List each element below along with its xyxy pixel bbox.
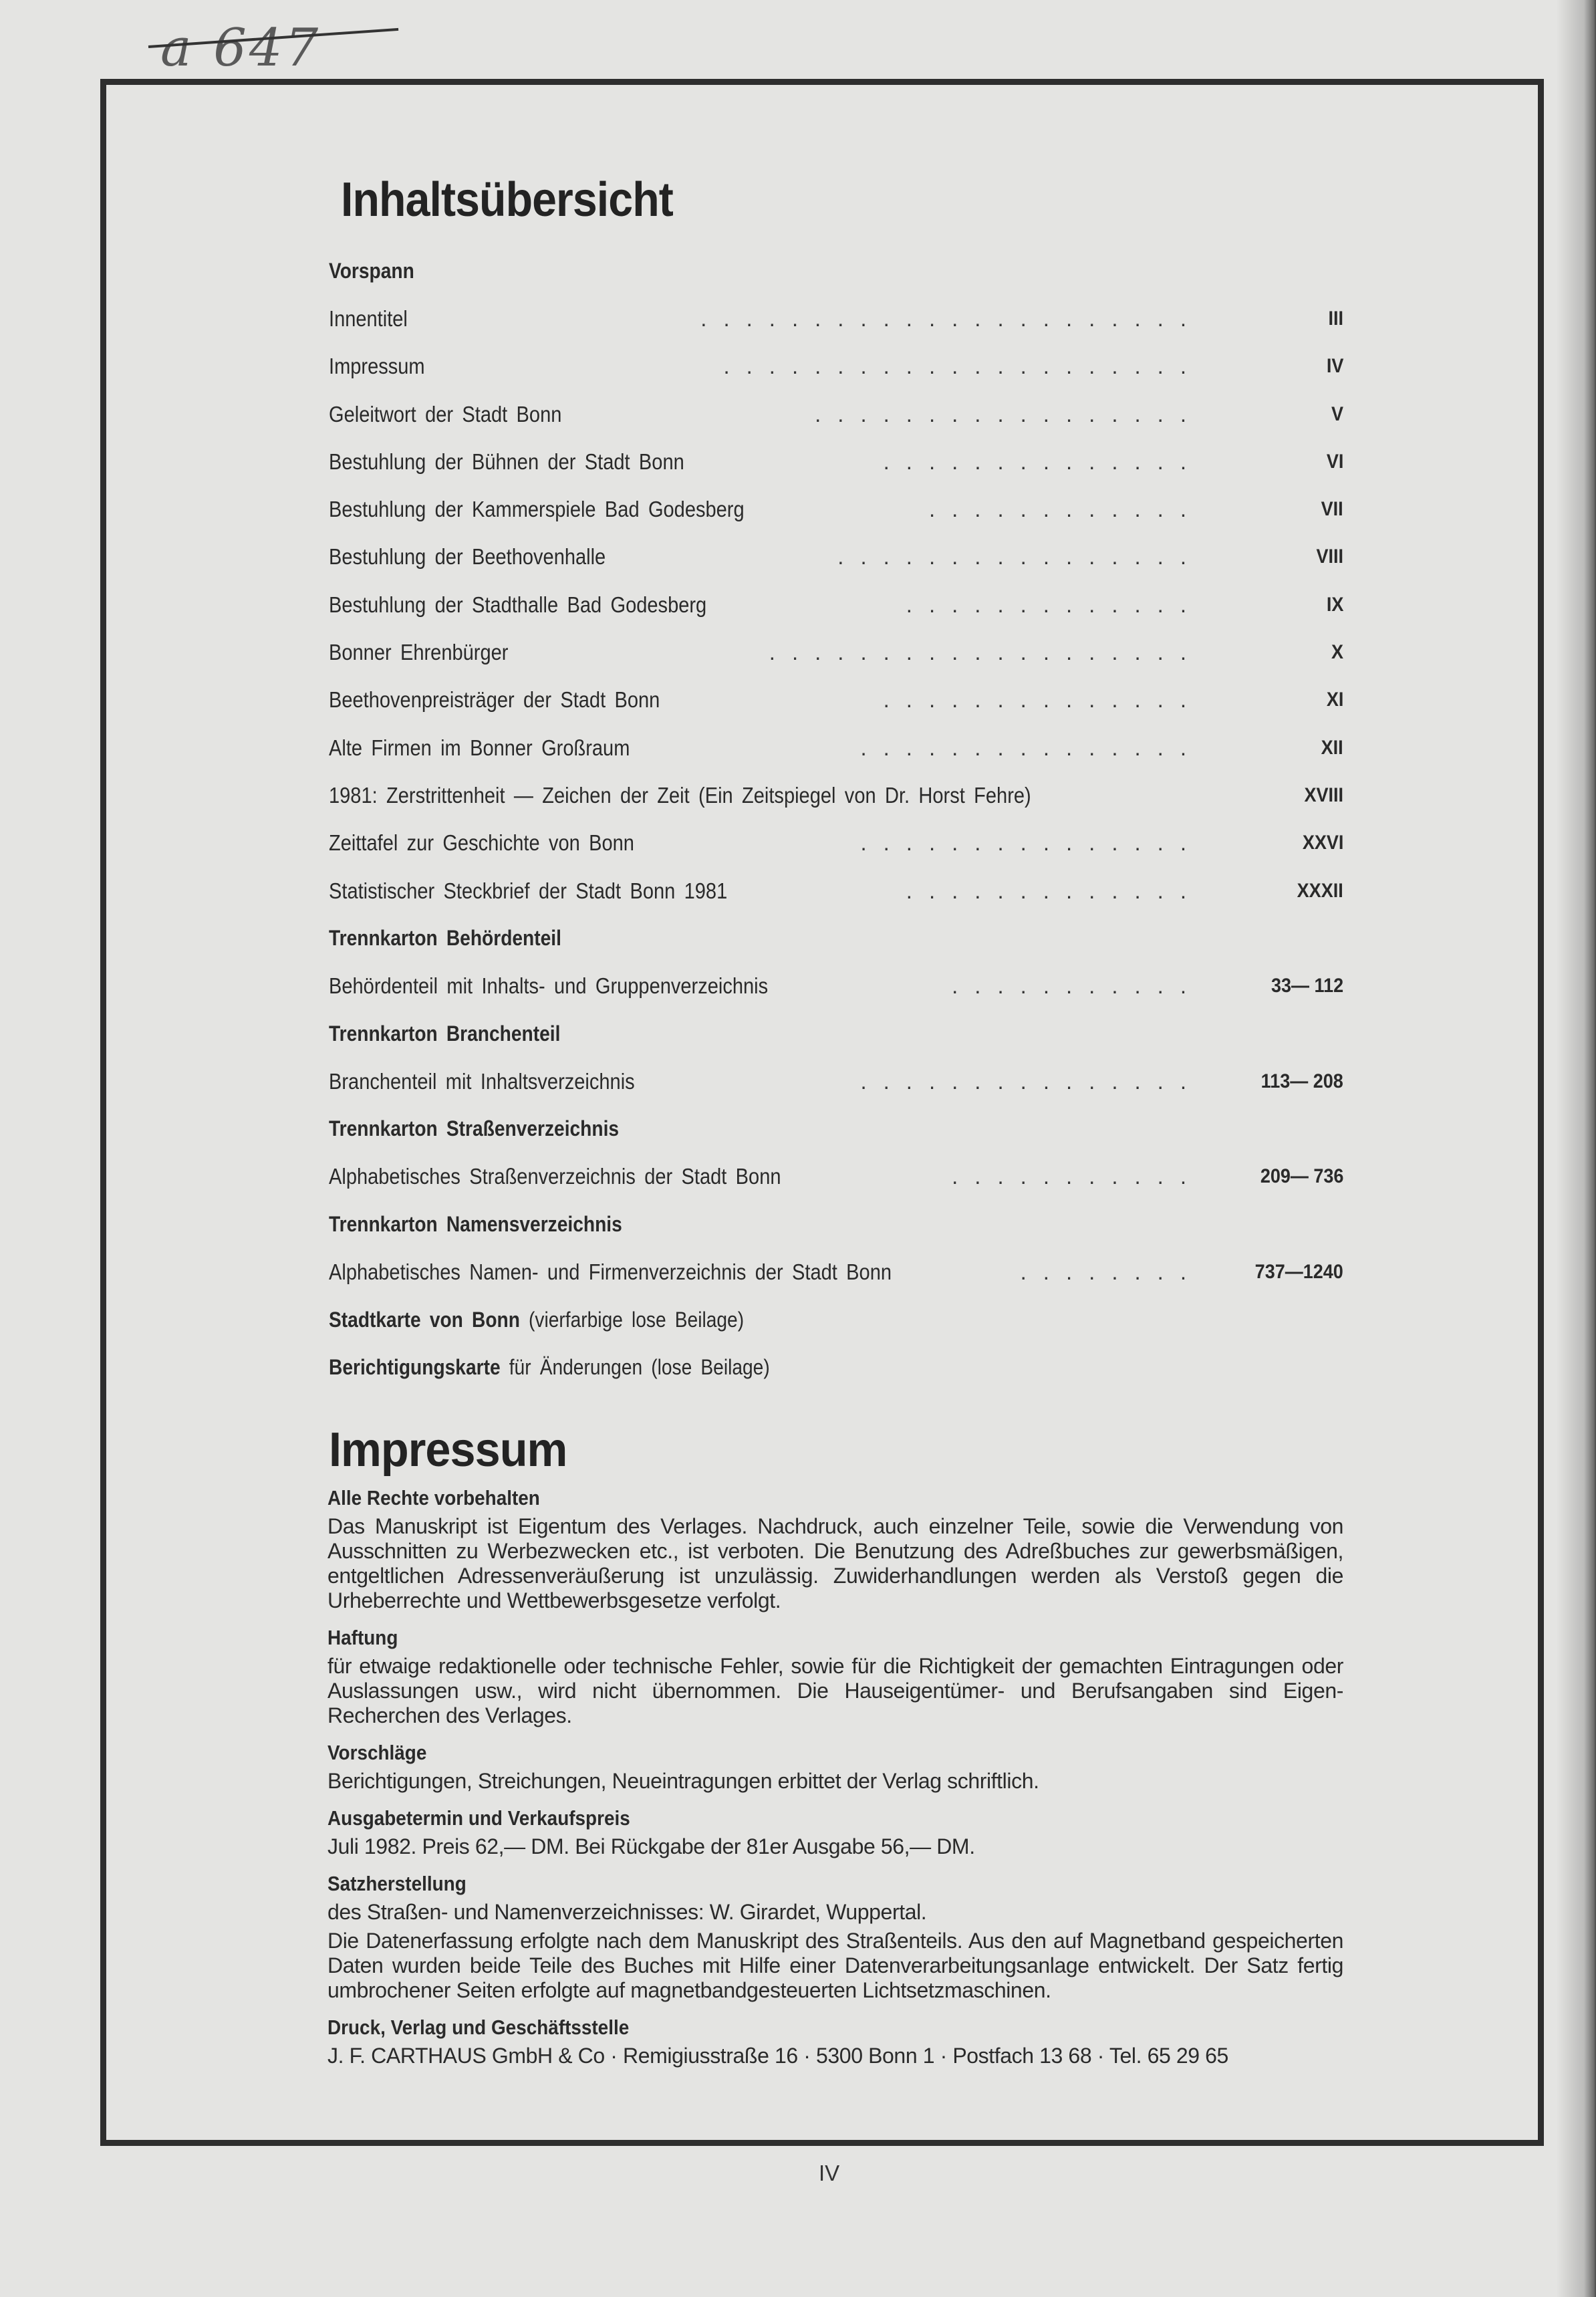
toc-leader-dots: .............. <box>883 449 1203 474</box>
toc-section-label: Trennkarton Behördenteil <box>329 926 561 951</box>
toc-entry <box>329 438 1343 485</box>
toc-leader-dots: ............ <box>928 497 1203 522</box>
page-edge-shadow <box>1556 0 1596 2297</box>
toc-leader-dots: ............... <box>860 830 1203 856</box>
impressum-section-text: Das Manuskript ist Eigentum des Verlages. Nachdruck, auch einzelner Teile, sowie die Verwendung von Ausschnitten zu Werbezwecken etc., ist verboten. Die Benutzung des Adreßbuches zur gewerbsmäßigen, entgeltlichen Adressenveräußerung ist unzulässig. Zuwiderhandlungen werden als Verstoß gegen die Urheberrechte und Wettbewerbsgesetze verfolgt. <box>327 1514 1343 1612</box>
toc-supplement-label: Stadtkarte von Bonn <box>329 1307 520 1332</box>
toc-entry-label: Branchenteil mit Inhaltsverzeichnis <box>329 1068 635 1094</box>
toc-entry <box>329 867 1343 915</box>
toc-entry <box>329 962 1343 1009</box>
toc-entry-label: Geleitwort der Stadt Bonn <box>329 401 562 427</box>
toc-page-ref: XXVI <box>1302 832 1343 854</box>
toc-entry-label: Behördenteil mit Inhalts- und Gruppenverzeichnis <box>329 973 769 999</box>
toc-leader-dots: ............... <box>860 1068 1203 1094</box>
toc-entry-label: Alphabetisches Namen- und Firmenverzeichnis der Stadt Bonn <box>329 1259 892 1284</box>
toc-leader-dots: ...................... <box>700 306 1203 331</box>
toc-section-heading <box>329 1010 1343 1058</box>
toc-supplement-label: Berichtigungskarte <box>329 1354 501 1379</box>
impressum-section-heading: Vorschläge <box>327 1741 427 1764</box>
toc-page-ref: 113— 208 <box>1260 1070 1343 1092</box>
toc-section-label: Trennkarton Branchenteil <box>329 1021 561 1046</box>
toc-page-ref: V <box>1331 402 1343 425</box>
impressum-section-text: J. F. CARTHAUS GmbH & Co · Remigiusstraße 16 · 5300 Bonn 1 · Postfach 13 68 · Tel. 65 29 65 <box>327 2044 1228 2068</box>
toc-section-heading <box>329 247 1343 295</box>
toc-page-ref: XVIII <box>1304 783 1343 806</box>
toc-entry-label: Impressum <box>329 354 425 379</box>
toc-page-ref: 737—1240 <box>1254 1260 1343 1283</box>
toc-leader-dots: ........ <box>1020 1259 1203 1284</box>
toc-page-ref: XI <box>1326 689 1343 711</box>
toc-supplement-text <box>329 1308 744 1332</box>
toc-page-ref: 33— 112 <box>1271 975 1343 997</box>
toc-supplement <box>329 1296 1343 1344</box>
impressum-section-heading: Druck, Verlag und Geschäftsstelle <box>327 2016 630 2039</box>
toc-page-ref: XXXII <box>1297 879 1343 902</box>
toc-leader-dots: ........... <box>952 1164 1203 1189</box>
toc-entry <box>329 628 1343 676</box>
toc-supplement-text <box>329 1355 770 1380</box>
toc-entry-label: Bonner Ehrenbürger <box>329 640 509 665</box>
impressum-title: Impressum <box>329 1423 567 1477</box>
impressum-body <box>327 1485 1343 2068</box>
toc-entry <box>329 1153 1343 1201</box>
toc-section-label: Trennkarton Namensverzeichnis <box>329 1212 622 1237</box>
impressum-section-heading: Haftung <box>327 1626 398 1649</box>
toc-leader-dots: ................ <box>837 544 1203 570</box>
toc-entry <box>329 771 1343 819</box>
impressum-section-text: Die Datenerfassung erfolgte nach dem Manuskript des Straßenteils. Aus den auf Magnetband gespeicherten Daten wurden beide Teile des Buches mit Hilfe einer Datenverarbeitungsanlage entwickelt. Der Satz fertig umbrochener Seiten erfolgte auf magnetbandgesteuerten Lichtsetzmaschinen. <box>327 1929 1343 2002</box>
toc-section-heading <box>329 1201 1343 1248</box>
toc-leader-dots: .............. <box>883 687 1203 713</box>
toc-leader-dots: ............. <box>906 592 1203 617</box>
toc-entry <box>329 485 1343 533</box>
toc-entry-label: Zeittafel zur Geschichte von Bonn <box>329 830 634 856</box>
toc-entry <box>329 343 1343 390</box>
toc-page-ref: XII <box>1321 736 1343 759</box>
toc-entry-label: Alte Firmen im Bonner Großraum <box>329 735 630 760</box>
toc-entry-label: Statistischer Steckbrief der Stadt Bonn 1981 <box>329 878 728 903</box>
toc-leader-dots: ................... <box>769 640 1203 665</box>
toc-section-heading <box>329 1105 1343 1153</box>
toc-page-ref: IX <box>1326 593 1343 616</box>
impressum-section-heading: Satzherstellung <box>327 1872 467 1895</box>
toc-section-heading <box>329 915 1343 962</box>
toc-entry-label: 1981: Zerstrittenheit — Zeichen der Zeit (Ein Zeitspiegel von Dr. Horst Fehre) <box>329 782 1031 808</box>
toc-entry-label: Bestuhlung der Stadthalle Bad Godesberg <box>329 592 707 617</box>
toc-leader-dots: ............... <box>860 735 1203 760</box>
toc-page-ref: 209— 736 <box>1260 1165 1343 1188</box>
toc-entry <box>329 581 1343 628</box>
toc-entry <box>329 677 1343 724</box>
toc-supplement <box>329 1344 1343 1391</box>
toc-page-ref: III <box>1328 307 1343 330</box>
toc-section-label: Vorspann <box>329 259 414 283</box>
toc-entry <box>329 533 1343 581</box>
toc-entry-label: Beethovenpreisträger der Stadt Bonn <box>329 687 660 713</box>
handwritten-annotation: a 647 <box>160 18 321 78</box>
toc-page-ref: VII <box>1321 498 1343 521</box>
toc-entry-label: Bestuhlung der Bühnen der Stadt Bonn <box>329 449 684 474</box>
toc-supplement-note: für Änderungen (lose Beilage) <box>500 1354 770 1379</box>
toc-leader-dots: ..................... <box>723 354 1203 379</box>
toc-page-ref: IV <box>1326 355 1343 378</box>
toc-entry <box>329 1248 1343 1296</box>
toc-entry-label: Bestuhlung der Beethovenhalle <box>329 544 606 570</box>
toc-section-label: Trennkarton Straßenverzeichnis <box>329 1116 620 1141</box>
table-of-contents <box>329 247 1343 1391</box>
toc-entry-label: Bestuhlung der Kammerspiele Bad Godesberg <box>329 497 745 522</box>
page-number: IV <box>819 2161 840 2185</box>
toc-page-ref: VIII <box>1316 546 1343 568</box>
impressum-section-text: Berichtigungen, Streichungen, Neueintragungen erbittet der Verlag schriftlich. <box>327 1769 1039 1793</box>
toc-page-ref: VI <box>1326 450 1343 473</box>
contents-title: Inhaltsübersicht <box>341 173 673 227</box>
toc-entry <box>329 390 1343 438</box>
toc-page-ref: X <box>1331 641 1343 664</box>
toc-entry <box>329 724 1343 771</box>
toc-leader-dots: ................. <box>815 401 1203 427</box>
toc-entry <box>329 820 1343 867</box>
impressum-section-text: des Straßen- und Namenverzeichnisses: W. Girardet, Wuppertal. <box>327 1900 927 1924</box>
toc-entry-label: Innentitel <box>329 306 408 331</box>
toc-leader-dots: ........... <box>952 973 1203 999</box>
toc-leader-dots: ............. <box>906 878 1203 903</box>
toc-supplement-note: (vierfarbige lose Beilage) <box>519 1307 745 1332</box>
toc-entry <box>329 295 1343 342</box>
toc-entry-label: Alphabetisches Straßenverzeichnis der Stadt Bonn <box>329 1164 781 1189</box>
impressum-section-text: Juli 1982. Preis 62,— DM. Bei Rückgabe der 81er Ausgabe 56,— DM. <box>327 1834 975 1858</box>
impressum-section-heading: Alle Rechte vorbehalten <box>327 1486 540 1509</box>
impressum-section-text: für etwaige redaktionelle oder technische Fehler, sowie für die Richtigkeit der gemachten Eintragungen oder Auslassungen usw., wird nicht übernommen. Die Hauseigentümer- und Berufsangaben sind Eigen-Recherchen des Verlages. <box>327 1654 1343 1727</box>
impressum-section-heading: Ausgabetermin und Verkaufspreis <box>327 1806 630 1830</box>
toc-entry <box>329 1058 1343 1105</box>
